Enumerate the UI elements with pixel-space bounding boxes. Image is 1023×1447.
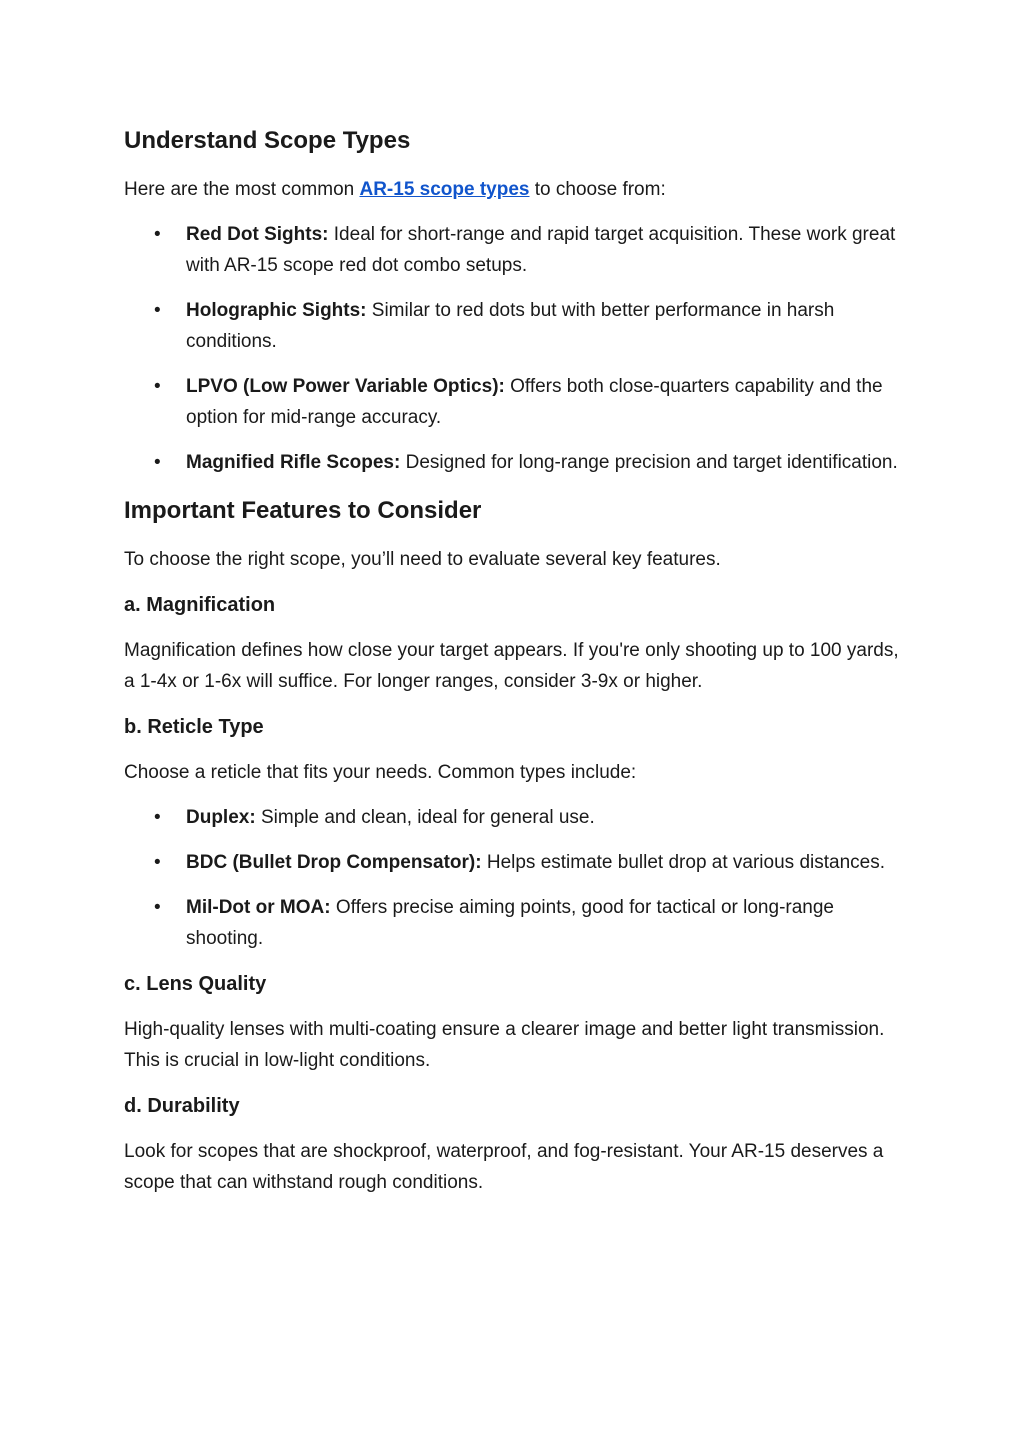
subsection-reticle-type — [124, 712, 899, 954]
list-item — [124, 447, 899, 478]
bullet-icon: • — [154, 224, 161, 245]
list-item-text: Simple and clean, ideal for general use. — [255, 807, 595, 828]
subheading-magnification: a. Magnification — [124, 594, 276, 616]
document-content — [124, 124, 899, 1198]
subheading-reticle-type: b. Reticle Type — [124, 716, 264, 738]
list-item-text: Helps estimate bullet drop at various distances. — [481, 852, 885, 873]
list-item-text: Offers precise aiming points, good for tactical or long-range shooting. — [186, 897, 834, 949]
bullet-icon: • — [154, 852, 161, 873]
list-item-term: BDC (Bullet Drop Compensator): — [186, 852, 482, 873]
ar15-scope-types-link[interactable]: AR-15 scope types — [359, 179, 530, 200]
list-item-term: Red Dot Sights: — [186, 224, 329, 245]
list-item — [124, 802, 899, 833]
list-item-term: Mil-Dot or MOA: — [186, 897, 331, 918]
list-item-term: Duplex: — [186, 807, 256, 828]
scope-types-list — [124, 219, 899, 478]
bullet-icon: • — [154, 300, 161, 321]
list-item — [124, 847, 899, 878]
reticle-types-list — [124, 802, 899, 954]
list-item-term: LPVO (Low Power Variable Optics): — [186, 376, 505, 397]
scope-types-intro — [124, 174, 899, 205]
reticle-text: Choose a reticle that fits your needs. Common types include: — [124, 762, 637, 783]
lens-quality-text: High-quality lenses with multi-coating ensure a clearer image and better light transmission. This is crucial in low-light conditions. — [124, 1019, 885, 1071]
durability-text: Look for scopes that are shockproof, waterproof, and fog-resistant. Your AR-15 deserves a scope that can withstand rough conditions. — [124, 1141, 884, 1193]
subheading-durability: d. Durability — [124, 1095, 240, 1117]
subsection-lens-quality — [124, 969, 899, 1076]
list-item-text: Offers both close-quarters capability and the option for mid-range accuracy. — [186, 376, 883, 428]
section-heading-scope-types: Understand Scope Types — [124, 127, 411, 154]
subsection-durability — [124, 1091, 899, 1198]
magnification-text: Magnification defines how close your target appears. If you're only shooting up to 100 yards, a 1-4x or 1-6x will suffice. For longer ranges, consider 3-9x or higher. — [124, 640, 899, 692]
intro-text-before: Here are the most common — [124, 179, 360, 200]
list-item-text: Designed for long-range precision and target identification. — [400, 452, 898, 473]
subheading-lens-quality: c. Lens Quality — [124, 973, 267, 995]
list-item-text: Similar to red dots but with better performance in harsh conditions. — [186, 300, 835, 352]
subsection-magnification — [124, 590, 899, 697]
list-item — [124, 371, 899, 433]
bullet-icon: • — [154, 807, 161, 828]
list-item — [124, 295, 899, 357]
list-item-text: Ideal for short-range and rapid target acquisition. These work great with AR-15 scope red dot combo setups. — [186, 224, 896, 276]
bullet-icon: • — [154, 376, 161, 397]
list-item-term: Magnified Rifle Scopes: — [186, 452, 401, 473]
bullet-icon: • — [154, 452, 161, 473]
intro-text-after: to choose from: — [529, 179, 666, 200]
section-heading-important-features: Important Features to Consider — [124, 497, 482, 524]
list-item — [124, 219, 899, 281]
list-item-term: Holographic Sights: — [186, 300, 367, 321]
features-intro: To choose the right scope, you’ll need to evaluate several key features. — [124, 549, 721, 570]
bullet-icon: • — [154, 897, 161, 918]
list-item — [124, 892, 899, 954]
